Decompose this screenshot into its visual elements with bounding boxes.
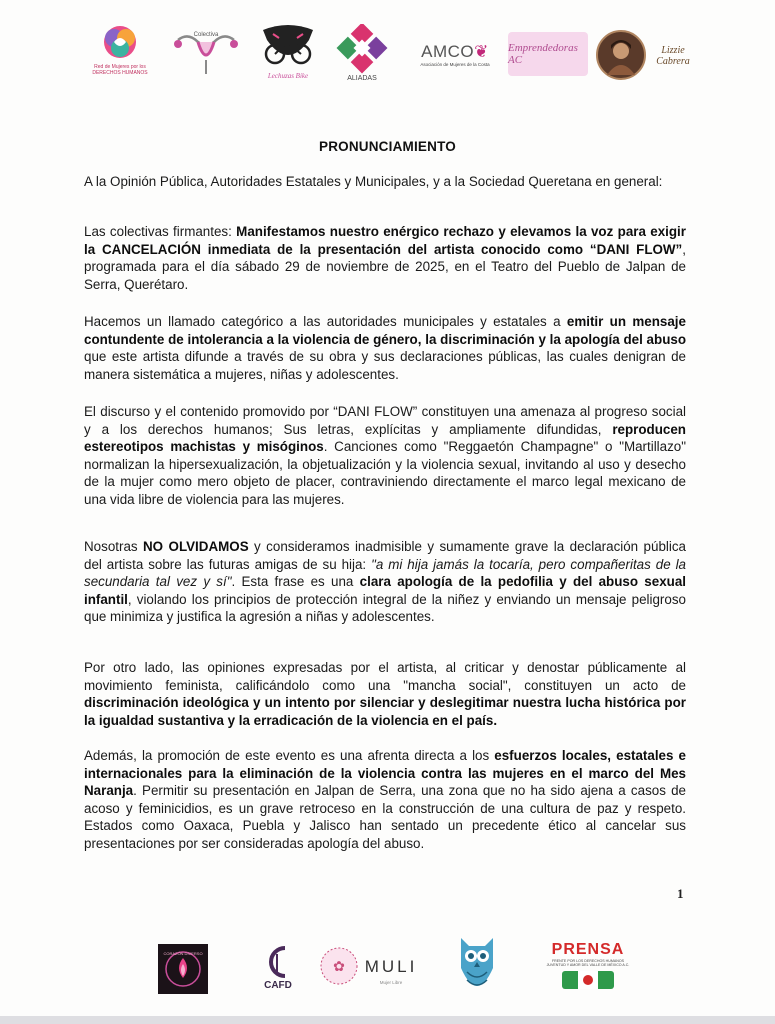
svg-text:Lechuzas Bike: Lechuzas Bike: [267, 72, 309, 80]
aliadas-logo: [331, 24, 393, 84]
svg-text:CAFD: CAFD: [264, 980, 292, 991]
portrait-avatar: [596, 30, 646, 80]
paragraph-1: Las colectivas firmantes: Manifestamos nuestro enérgico rechazo y elevamos la voz para exigir la CANCELACIÓN inmediata de la presentación del artista conocido como “DANI FLOW”, programada para el día sábado 29 de noviembre de 2025, en el Teatro del Pueblo de Jalpan de Serra, Querétaro.: [84, 224, 686, 292]
red-mujeres-logo: [92, 22, 148, 78]
paragraph-5: Por otro lado, las opiniones expresadas por el artista, al criticar y denostar públicamente al movimiento feminista, calificándolo como una "mancha social", constituyen un acto de discriminación ideológica y un intento por silenciar y deslegitimar nuestra lucha histórica por la igualdad sustantiva y la erradicación de la violencia en el país.: [84, 660, 686, 728]
paragraph-2: Hacemos un llamado categórico a las autoridades municipales y estatales a emitir un mensaje contundente de intolerancia a la violencia de género, la discriminación y la apología del abuso que este artista difunde a través de su obra y sus declaraciones públicas, las cuales denigran de manera sistemática a mujeres, niñas y adolescentes.: [84, 314, 686, 382]
emprendedoras-logo: Emprendedoras AC: [508, 32, 588, 76]
document-title: PRONUNCIAMIENTO: [318, 139, 456, 154]
lizzie-cabrera-signature: Lizzie Cabrera: [656, 45, 690, 67]
footer-logo-row: [0, 930, 775, 1003]
muli-logo: [315, 944, 435, 994]
svg-text:Mujer Libre: Mujer Libre: [379, 980, 403, 985]
svg-text:Lechuza: Lechuza: [477, 1002, 481, 1003]
amco-logo: AMCO❦ Asociación de Mujeres de la Costa: [420, 41, 490, 67]
paragraph-6: Además, la promoción de este evento es una afrenta directa a los esfuerzos locales, estatales e internacionales para la eliminación de la violencia contra las mujeres en el marco del Mes Naranja. Permitir su presentación en Jalpan de Serra, una zona que no ha sido ajena a casos de acoso y feminicidios, es un grave retroceso en la construcción de una cultura de paz y respeto. Estados como Oaxaca, Puebla y Jalisco han sentado un precedente ético al cancelar sus presentaciones por ser consideradas apología del abuso.: [84, 748, 686, 851]
lechuzas-bike-logo: [255, 22, 321, 86]
svg-text:CORAZÓN DIVERSO: CORAZÓN DIVERSO: [163, 951, 203, 956]
svg-text:DERECHOS HUMANOS: DERECHOS HUMANOS: [92, 70, 148, 76]
svg-text:✿: ✿: [333, 960, 345, 975]
paragraph-4: Nosotras NO OLVIDAMOS y consideramos inadmisible y sumamente grave la declaración pública del artista sobre las futuras amigas de su hija: "a mi hija jamás la tocaría, pero compañeritas de la secundaria tal vez y sí". Esta frase es una clara apología de la pedofilia y del abuso sexual infantil, violando los principios de protección integral de la niñez y enviando un mensaje peligroso que minimiza y justifica la agresión a niñas y adolescentes.: [84, 539, 686, 625]
header-logo-row: [0, 26, 775, 86]
svg-text:Colectiva: Colectiva: [193, 32, 219, 38]
lechuza-owl-logo: [455, 932, 499, 1004]
svg-text:ALIADAS: ALIADAS: [347, 75, 377, 82]
corazon-diverso-logo: [158, 944, 208, 994]
page-number: 1: [677, 886, 684, 901]
cafd-logo: [255, 942, 301, 996]
svg-text:Red de Mujeres por los: Red de Mujeres por los: [94, 64, 146, 70]
svg-text:MULI: MULI: [364, 957, 418, 976]
colectiva-uterus-logo: [170, 26, 242, 80]
salutation: A la Opinión Pública, Autoridades Estatales y Municipales, y a la Sociedad Queretana en general:: [84, 174, 663, 189]
bottom-strip: [0, 1016, 775, 1024]
prensa-logo: PRENSA FRENTE POR LOS DERECHOS HUMANOS JUVENTUD Y AMOR DEL VALLE DE MÉXICO A.C.: [540, 936, 636, 998]
paragraph-3: El discurso y el contenido promovido por “DANI FLOW” constituyen una amenaza al progreso social y a los derechos humanos; Sus letras, explícitas y ampliamente difundidas, reproducen estereotipos machistas y misóginos. Canciones como "Reggaetón Champagne" o "Martillazo" normalizan la hipersexualización, la objetualización y la violencia sexual, invitando al uso y desecho de la mujer como mero objeto de placer, contraviniendo directamente el marco legal mexicano de una vida libre de violencia para las mujeres.: [84, 404, 686, 507]
